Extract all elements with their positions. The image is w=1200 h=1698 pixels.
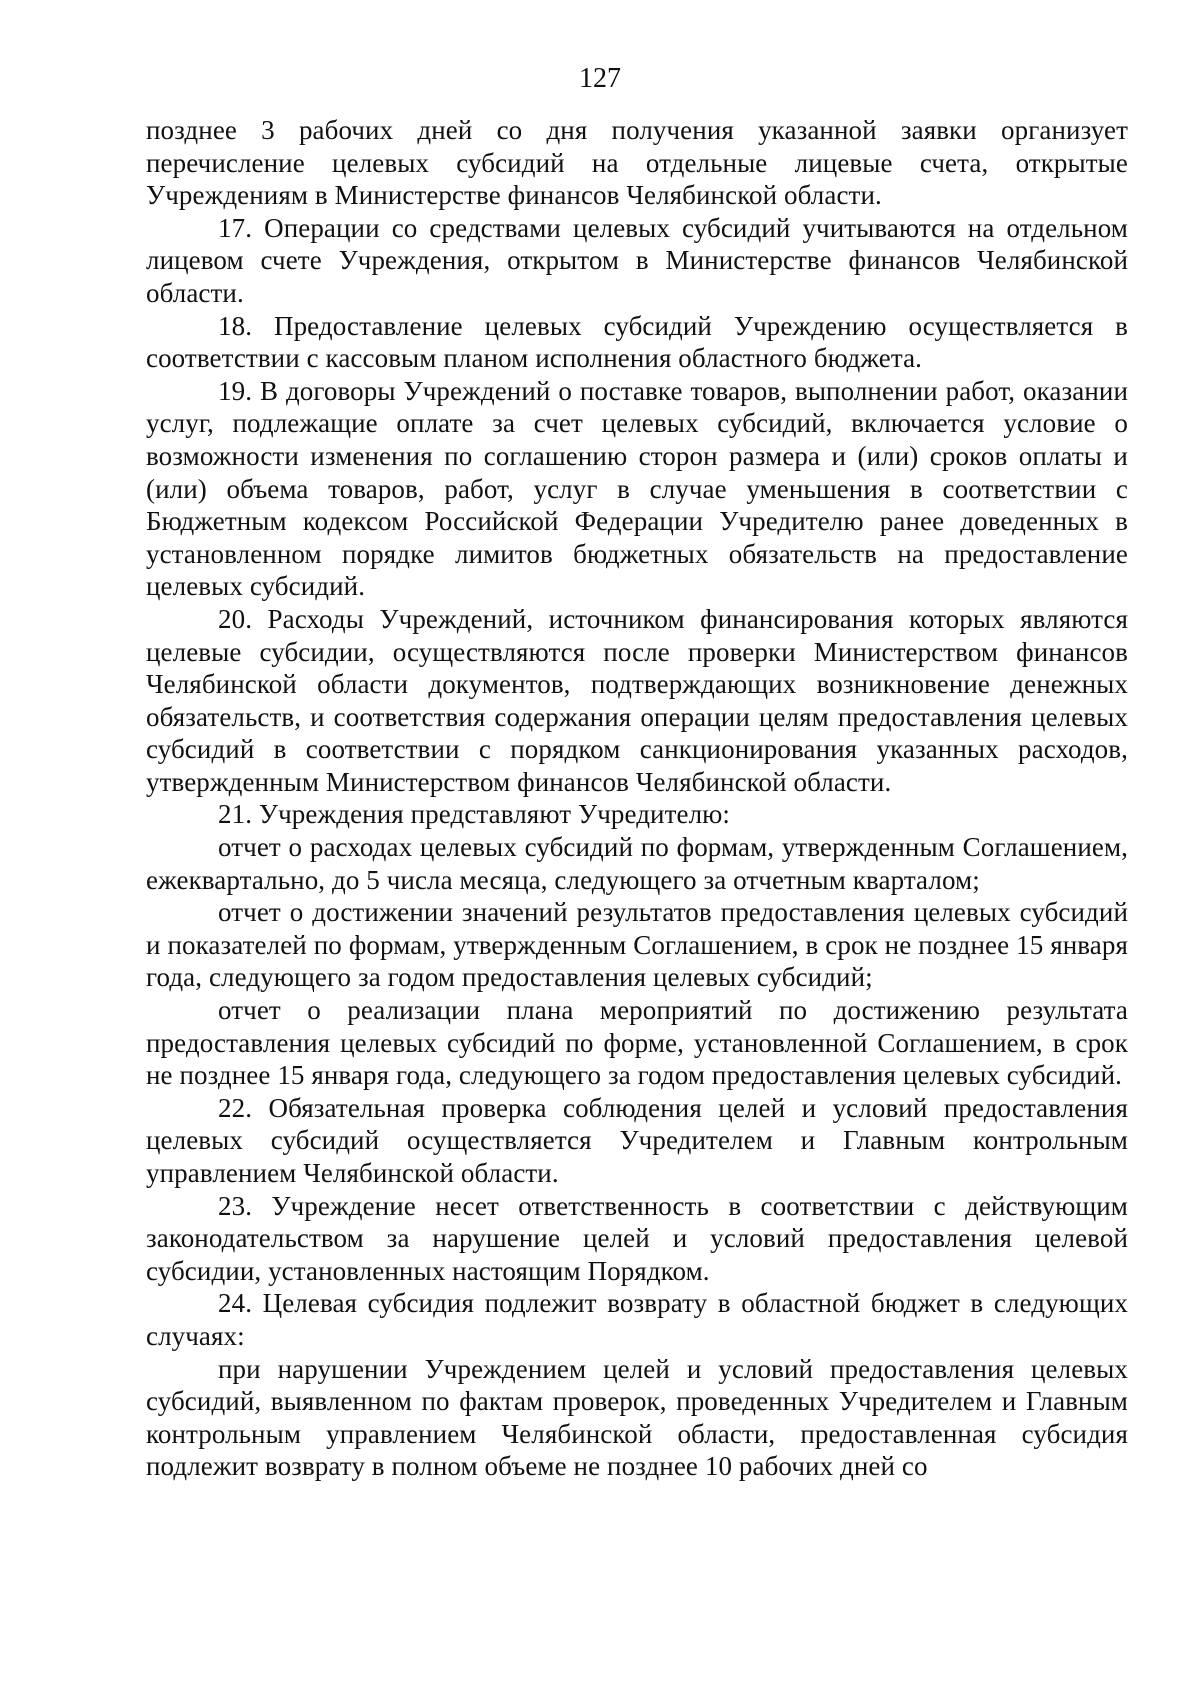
paragraph-20: 20. Расходы Учреждений, источником финансирования которых являются целевые субсидии, осуществляются после проверки Министерством финансов Челябинской области документов, подтверждающих возникновение денежных обязательств, и соответствия содержания операции целям предоставления целевых субсидий в соответствии с порядком санкционирования указанных расходов, утвержденным Министерством финансов Челябинской области.	[146, 603, 1128, 797]
paragraph-22: 22. Обязательная проверка соблюдения целей и условий предоставления целевых субсидий осуществляется Учредителем и Главным контрольным управлением Челябинской области.	[146, 1092, 1128, 1188]
paragraph-24: 24. Целевая субсидия подлежит возврату в областной бюджет в следующих случаях:	[146, 1288, 1128, 1351]
paragraph-18: 18. Предоставление целевых субсидий Учреждению осуществляется в соответствии с кассовым планом исполнения областного бюджета.	[146, 310, 1128, 374]
paragraph-17: 17. Операции со средствами целевых субсидий учитываются на отдельном лицевом счете Учреждения, открытом в Министерстве финансов Челябинской области.	[146, 212, 1128, 308]
paragraph-21-report-expenses: отчет о расходах целевых субсидий по формам, утвержденным Соглашением, ежеквартально, до 5 числа месяца, следующего за отчетным кварталом;	[146, 832, 1128, 895]
document-body	[146, 114, 1128, 1483]
page-number: 127	[579, 63, 621, 94]
paragraph-24-case-violation: при нарушении Учреждением целей и условий предоставления целевых субсидий, выявленном по фактам проверок, проведенных Учредителем и Главным контрольным управлением Челябинской области, предоставленная субсидия подлежит возврату в полном объеме не позднее 10 рабочих дней со	[146, 1353, 1128, 1482]
paragraph-19: 19. В договоры Учреждений о поставке товаров, выполнении работ, оказании услуг, подлежащие оплате за счет целевых субсидий, включается условие о возможности изменения по соглашению сторон размера и (или) сроков оплаты и (или) объема товаров, работ, услуг в случае уменьшения в соответствии с Бюджетным кодексом Российской Федерации Учредителю ранее доведенных в установленном порядке лимитов бюджетных обязательств на предоставление целевых субсидий.	[146, 375, 1128, 602]
paragraph-continuation: позднее 3 рабочих дней со дня получения указанной заявки организует перечисление целевых субсидий на отдельные лицевые счета, открытые Учреждениям в Министерстве финансов Челябинской области.	[146, 115, 1128, 211]
paragraph-21-report-plan: отчет о реализации плана мероприятий по достижению результата предоставления целевых субсидий по форме, установленной Соглашением, в срок не позднее 15 января года, следующего за годом предоставления целевых субсидий.	[146, 995, 1128, 1091]
paragraph-23: 23. Учреждение несет ответственность в соответствии с действующим законодательством за нарушение целей и условий предоставления целевой субсидии, установленных настоящим Порядком.	[146, 1190, 1128, 1286]
paragraph-21-report-results: отчет о достижении значений результатов предоставления целевых субсидий и показателей по формам, утвержденным Соглашением, в срок не позднее 15 января года, следующего за годом предоставления целевых субсидий;	[146, 897, 1128, 993]
paragraph-21: 21. Учреждения представляют Учредителю:	[218, 799, 731, 830]
